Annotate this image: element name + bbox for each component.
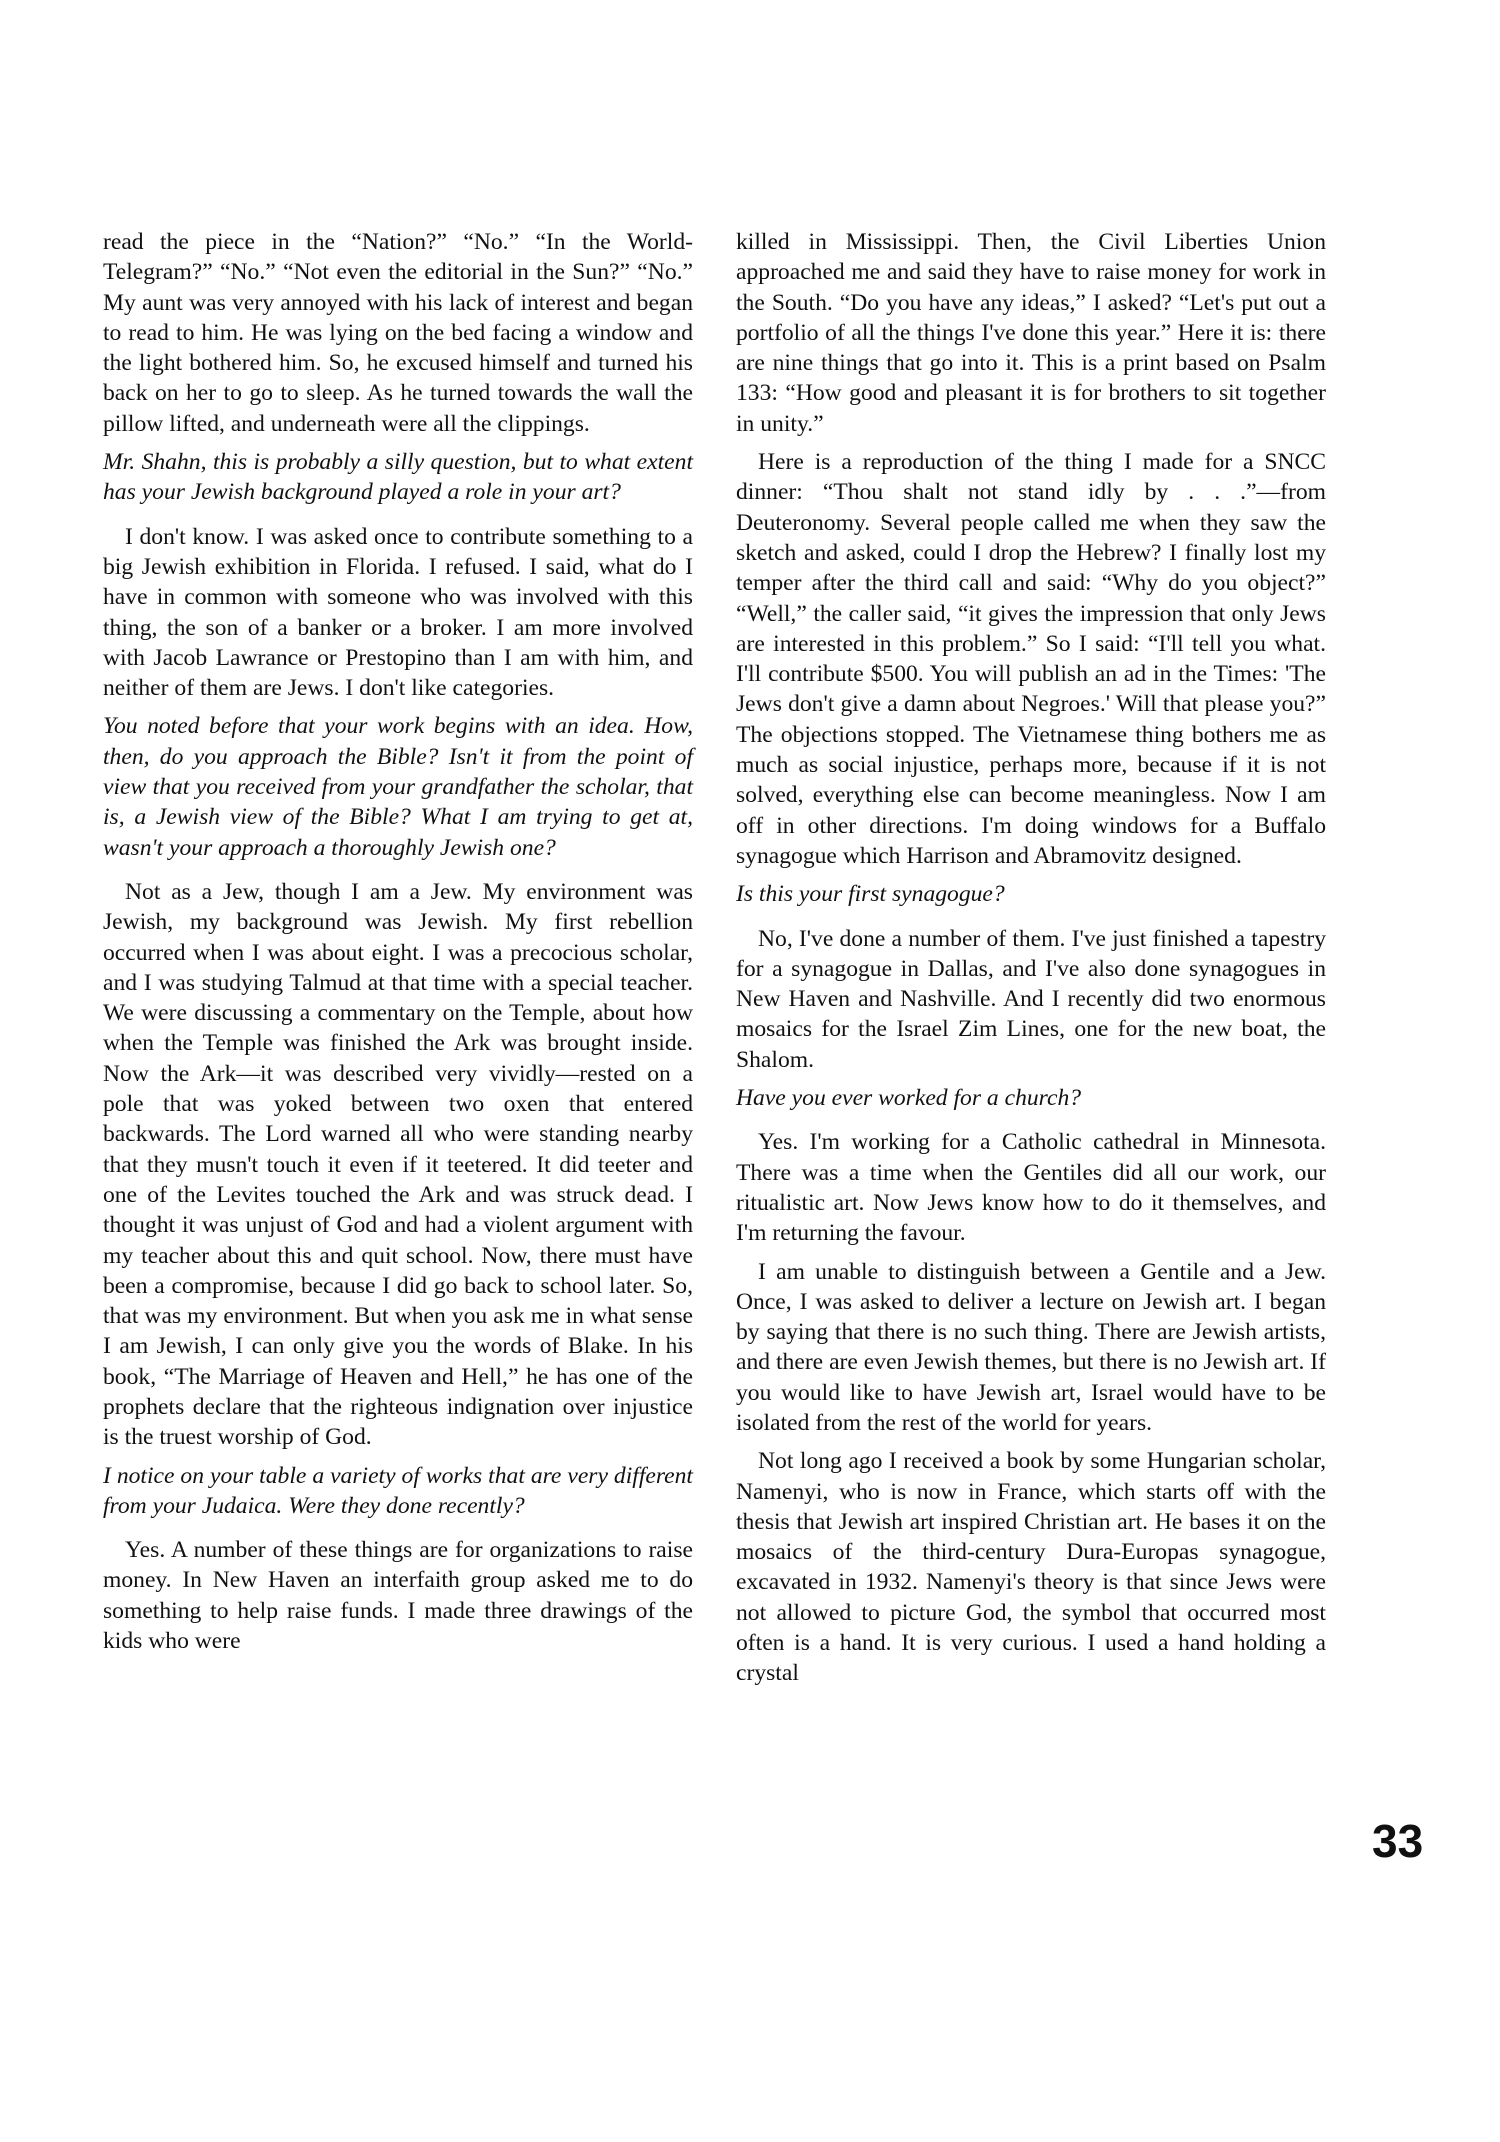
paragraph: No, I've done a number of them. I've just finished a tapestry for a synagogue in Dallas, and I've also done synagogues in New Haven and Nashville. And I recently did two enormous mosaics for the Israel Zim Lines, one for the new boat, the Shalom. xyxy=(736,925,1326,1073)
paragraph: Not long ago I received a book by some Hungarian scholar, Namenyi, who is now in France, which starts off with the thesis that Jewish art inspired Christian art. He bases it on the mosaics of the third-century Dura-Europas synagogue, excavated in 1932. Namenyi's theory is that since Jews were not allowed to picture God, the symbol that occurred most often is a hand. It is very curious. I used a hand holding a crystal xyxy=(736,1448,1326,1687)
paragraph: killed in Mississippi. Then, the Civil Liberties Union approached me and said they have to raise money for work in the South. “Do you have any ideas,” I asked? “Let's put out a portfolio of all the things I've done this year.” Here it is: there are nine things that go into it. This is a print based on Psalm 133: “How good and pleasant it is for brothers to sit together in unity.” xyxy=(736,229,1326,437)
paragraph: I am unable to distinguish between a Gentile and a Jew. Once, I was asked to deliver a lecture on Jewish art. I began by saying that there is no such thing. There are Jewish artists, and there are even Jewish themes, but there is no Jewish art. If you would like to have Jewish art, Israel would have to be isolated from the rest of the world for years. xyxy=(736,1258,1326,1436)
interview-question: Mr. Shahn, this is probably a silly question, but to what extent has your Jewish background played a role in your art? xyxy=(103,449,693,506)
paragraph: Yes. I'm working for a Catholic cathedral in Minnesota. There was a time when the Gentiles did all our work, our ritualistic art. Now Jews know how to do it themselves, and I'm returning the favour. xyxy=(736,1129,1326,1247)
interview-question: Is this your first synagogue? xyxy=(736,881,1005,908)
paragraph: read the piece in the “Nation?” “No.” “In the World-Telegram?” “No.” “Not even the editorial in the Sun?” “No.” My aunt was very annoyed with his lack of interest and began to read to him. He was lying on the bed facing a window and the light bothered him. So, he excused himself and turned his back on her to go to sleep. As he turned towards the wall the pillow lifted, and underneath were all the clippings. xyxy=(103,229,693,437)
paragraph: Yes. A number of these things are for organizations to raise money. In New Haven an interfaith group asked me to do something to help raise funds. I made three drawings of the kids who were xyxy=(103,1537,693,1655)
interview-question: You noted before that your work begins with an idea. How, then, do you approach the Bible? Isn't it from the point of view that you received from your grandfather the scholar, that is, a Jewish view of the Bible? What I am trying to get at, wasn't your approach a thoroughly Jewish one? xyxy=(103,713,693,861)
paragraph: I don't know. I was asked once to contribute something to a big Jewish exhibition in Florida. I refused. I said, what do I have in common with someone who was involved with this thing, the son of a banker or a broker. I am more involved with Jacob Lawrance or Prestopino than I am with him, and neither of them are Jews. I don't like categories. xyxy=(103,523,693,702)
left-column xyxy=(103,227,693,1664)
page-number: 33 xyxy=(1372,1815,1424,1867)
paragraph: Here is a reproduction of the thing I made for a SNCC dinner: “Thou shalt not stand idly by . . .”—from Deuteronomy. Several people called me when they saw the sketch and asked, could I drop the Hebrew? I finally lost my temper after the third call and said: “Why do you object?” “Well,” the caller said, “it gives the impression that only Jews are interested in this problem.” So I said: “I'll tell you what. I'll contribute $500. You will publish an ad in the Times: 'The Jews don't give a damn about Negroes.' Will that please you?” The objections stopped. The Vietnamese thing bothers me as much as social injustice, perhaps more, because if it is not solved, everything else can become meaningless. Now I am off in other directions. I'm doing windows for a Buffalo synagogue which Harrison and Abramovitz designed. xyxy=(736,449,1326,869)
interview-question: Have you ever worked for a church? xyxy=(736,1085,1082,1112)
right-column xyxy=(736,227,1326,1697)
paragraph: Not as a Jew, though I am a Jew. My environment was Jewish, my background was Jewish. My first rebellion occurred when I was about eight. I was a precocious scholar, and I was studying Talmud at that time with a special teacher. We were discussing a commentary on the Temple, about how when the Temple was finished the Ark was brought inside. Now the Ark—it was described very vividly—rested on a pole that was yoked between two oxen that entered backwards. The Lord warned all who were standing nearby that they musn't touch it even if it teetered. It did teeter and one of the Levites touched the Ark and was struck dead. I thought it was unjust of God and had a violent argument with my teacher about this and quit school. Now, there must have been a compromise, because I did go back to school later. So, that was my environment. But when you ask me in what sense I am Jewish, I can only give you the words of Blake. In his book, “The Marriage of Heaven and Hell,” he has one of the prophets declare that the righteous indignation over injustice is the truest worship of God. xyxy=(103,878,693,1451)
interview-question: I notice on your table a variety of works that are very different from your Judaica. Were they done recently? xyxy=(103,1462,693,1519)
